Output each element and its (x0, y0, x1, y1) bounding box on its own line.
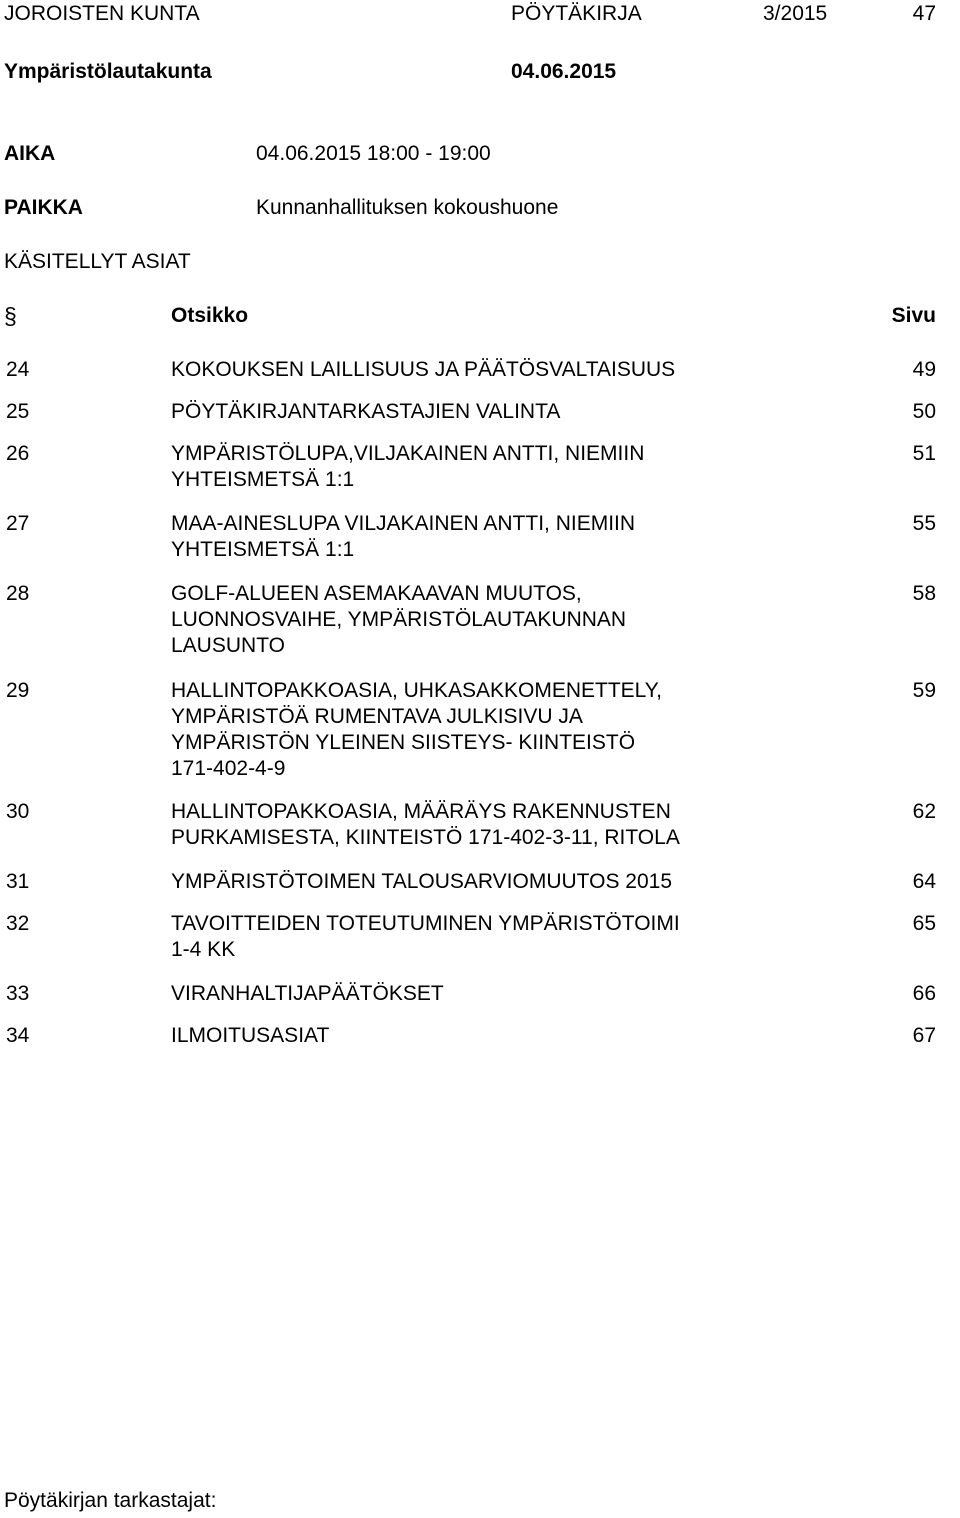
agenda-item-title (171, 1023, 811, 1049)
section-title: KÄSITELLYT ASIAT (4, 250, 191, 273)
agenda-item-number: 29 (6, 679, 30, 702)
agenda-item-number: 30 (6, 800, 30, 823)
agenda-item-number: 31 (6, 870, 30, 893)
agenda-item-title-line: TAVOITTEIDEN TOTEUTUMINEN YMPÄRISTÖTOIMI (171, 912, 680, 935)
agenda-item-title (171, 357, 811, 383)
agenda-item-number: 24 (6, 358, 30, 381)
section-sign-icon: § (4, 303, 17, 329)
agenda-item-number: 26 (6, 442, 30, 465)
agenda-item-title (171, 441, 811, 493)
place-label: PAIKKA (4, 196, 83, 219)
column-header-page: Sivu (891, 304, 936, 327)
agenda-item-title-line: YMPÄRISTÖTOIMEN TALOUSARVIOMUUTOS 2015 (171, 870, 673, 893)
agenda-item-title-line: 1-4 KK (171, 938, 236, 961)
agenda-item-title-line: YMPÄRISTÖN YLEINEN SIISTEYS- KIINTEISTÖ (171, 731, 636, 754)
meeting-date: 04.06.2015 (511, 60, 617, 83)
board-name: Ympäristölautakunta (4, 60, 212, 83)
agenda-item-title-line: VIRANHALTIJAPÄÄTÖKSET (171, 982, 444, 1005)
agenda-item-page: 49 (912, 358, 936, 381)
agenda-item-title (171, 678, 811, 782)
agenda-item-title-line: GOLF-ALUEEN ASEMAKAAVAN MUUTOS, (171, 582, 582, 605)
agenda-item-title (171, 581, 811, 659)
agenda-item-number: 33 (6, 982, 30, 1005)
agenda-item-title-line: ILMOITUSASIAT (171, 1024, 330, 1047)
agenda-item-title-line: PURKAMISESTA, KIINTEISTÖ 171-402-3-11, RITOLA (171, 826, 680, 849)
agenda-item-title (171, 799, 811, 851)
column-header-title: Otsikko (171, 304, 249, 327)
document-type: PÖYTÄKIRJA (511, 2, 642, 25)
time-value: 04.06.2015 18:00 - 19:00 (256, 142, 491, 165)
agenda-item-title-line: YHTEISMETSÄ 1:1 (171, 538, 355, 561)
agenda-item-title-line: YHTEISMETSÄ 1:1 (171, 468, 355, 491)
agenda-item-number: 28 (6, 582, 30, 605)
agenda-item-title-line: YMPÄRISTÖLUPA,VILJAKAINEN ANTTI, NIEMIIN (171, 442, 645, 465)
agenda-item-title (171, 399, 811, 425)
agenda-item-title-line: YMPÄRISTÖÄ RUMENTAVA JULKISIVU JA (171, 705, 583, 728)
agenda-item-title-line: HALLINTOPAKKOASIA, UHKASAKKOMENETTELY, (171, 679, 662, 702)
footer-signature-label: Pöytäkirjan tarkastajat: (4, 1489, 217, 1512)
agenda-item-number: 27 (6, 512, 30, 535)
agenda-item-title-line: PÖYTÄKIRJANTARKASTAJIEN VALINTA (171, 400, 561, 423)
agenda-item-title (171, 981, 811, 1007)
agenda-item-title-line: KOKOUKSEN LAILLISUUS JA PÄÄTÖSVALTAISUUS (171, 358, 676, 381)
agenda-item-title-line: 171-402-4-9 (171, 757, 286, 780)
agenda-item-title (171, 869, 811, 895)
agenda-item-title (171, 911, 811, 963)
page-number: 47 (912, 2, 936, 25)
agenda-item-page: 62 (912, 800, 936, 823)
agenda-item-page: 67 (912, 1024, 936, 1047)
agenda-item-page: 58 (912, 582, 936, 605)
agenda-item-page: 51 (912, 442, 936, 465)
agenda-item-title-line: HALLINTOPAKKOASIA, MÄÄRÄYS RAKENNUSTEN (171, 800, 671, 823)
agenda-item-page: 55 (912, 512, 936, 535)
agenda-item-number: 34 (6, 1024, 30, 1047)
agenda-item-page: 64 (912, 870, 936, 893)
agenda-item-number: 32 (6, 912, 30, 935)
agenda-item-number: 25 (6, 400, 30, 423)
agenda-item-page: 66 (912, 982, 936, 1005)
agenda-item-title-line: LUONNOSVAIHE, YMPÄRISTÖLAUTAKUNNAN (171, 608, 627, 631)
agenda-item-page: 50 (912, 400, 936, 423)
agenda-item-title-line: LAUSUNTO (171, 634, 285, 657)
organization-name: JOROISTEN KUNTA (4, 2, 200, 25)
agenda-item-title (171, 511, 811, 563)
agenda-item-page: 65 (912, 912, 936, 935)
document-number: 3/2015 (763, 2, 828, 25)
agenda-item-page: 59 (912, 679, 936, 702)
agenda-item-title-line: MAA-AINESLUPA VILJAKAINEN ANTTI, NIEMIIN (171, 512, 636, 535)
time-label: AIKA (4, 142, 56, 165)
place-value: Kunnanhallituksen kokoushuone (256, 196, 559, 219)
